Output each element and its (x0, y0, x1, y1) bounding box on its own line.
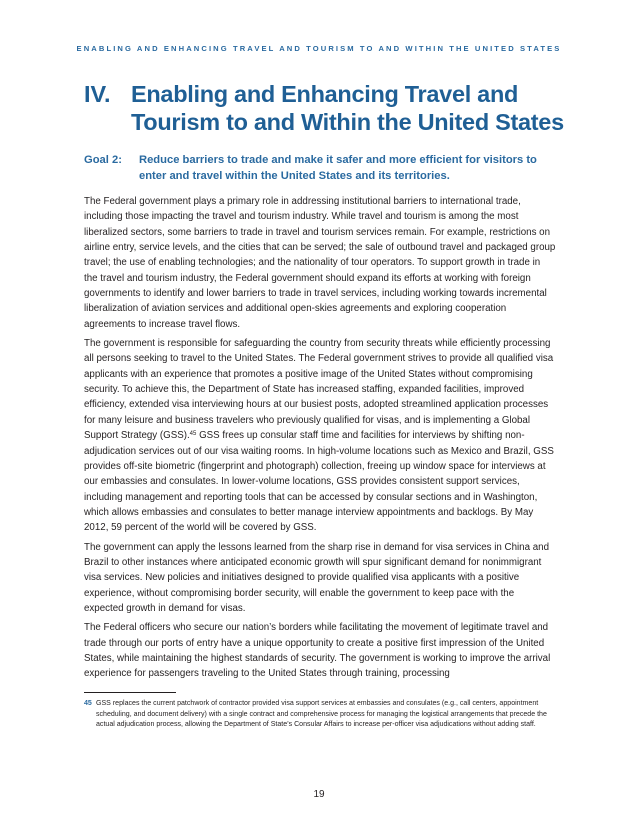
footnote (84, 699, 556, 731)
footnote-divider (84, 692, 176, 693)
running-head: ENABLING AND ENHANCING TRAVEL AND TOURISM TO AND WITHIN THE UNITED STATES (76, 44, 562, 53)
chapter-title: Enabling and Enhancing Travel and Tourism to and Within the United States (131, 81, 564, 135)
paragraph-visa-text-continued: GSS frees up consular staff time and facilities for interviews by shifting non-adjudication services out of our visa waiting rooms. In high-volume locations such as Mexico and Brazil, GSS provides off-site biometric (fingerprint and photograph) collection, freeing up window space for interviews at our embassies and consulates. In lower-volume locations, GSS provides consistent support services, including management and reporting tools that can be accessed by consular sections and in Washington, which allows embassies and consulates to better manage interview appointments and backlogs. By May 2012, 59 percent of the world will be covered by GSS. (84, 430, 554, 534)
chapter-number: IV. (84, 81, 111, 107)
paragraph-visa-text: The government is responsible for safeguarding the country from security threats while efficiently processing all persons seeking to travel to the United States. The Federal government strives to provide all qualified visa applicants with an experience that promotes a positive image of the United States without compromising security. To achieve this, the Department of State has increased staffing, expanded facilities, improved efficiency, extended visa interviewing hours at our busiest posts, adopted streamlined application processes for many leisure and business travelers who previously qualified for visas, and is implementing a Global Support Strategy (GSS). (84, 338, 554, 442)
paragraph-trade-barriers: The Federal government plays a primary role in addressing institutional barriers to international trade, including those impacting the travel and tourism industry. While travel and tourism is among the most liberalized sectors, some barriers to trade in travel and tourism services remain. For example, restrictions on airline entry, service levels, and the cities that can be served; the sale of outbound travel and packaged group travel; the use of enabling technologies; and the nationality of tour operators. To support growth in trade in the travel and tourism industry, the Federal government should expand its efforts at working with foreign governments to identify and lower barriers to trade in travel services, including working towards incremental liberalization of aviation services and additional open-skies agreements and exploring cooperation agreements to increase travel flows. (84, 196, 556, 330)
footnote-text: GSS replaces the current patchwork of contractor provided visa support services at embassies and consulates (e.g., call centers, appointment scheduling, and document delivery) with a single contract and comprehensive process for managing the logistical arrangements that precede the actual adjudication process, allowing the Department of State’s Consular Affairs to increase per-officer visa adjudications without adding staff. (96, 700, 547, 729)
goal-heading (84, 153, 564, 184)
chapter-heading (84, 80, 564, 136)
footnote-reference[interactable]: 45 (189, 431, 197, 438)
goal-label: Goal 2: (84, 154, 122, 166)
page-number: 19 (313, 789, 325, 800)
goal-text: Reduce barriers to trade and make it safer and more efficient for visitors to enter and travel within the United States and its territories. (139, 154, 537, 182)
paragraph-visa-processing (84, 336, 556, 535)
body-text (84, 194, 556, 686)
paragraph-border-officers: The Federal officers who secure our nation’s borders while facilitating the movement of legitimate travel and trade through our ports of entry have a unique opportunity to create a positive first impression of the United States, while maintaining the highest standards of security. The government is working to improve the arrival experience for passengers traveling to the United States through training, processing (84, 622, 551, 680)
footnote-number: 45 (84, 700, 92, 707)
paragraph-visa-demand: The government can apply the lessons learned from the sharp rise in demand for visa services in China and Brazil to other instances where anticipated economic growth will spur significant demand for nonimmigrant visa services. New policies and initiatives designed to provide qualified visa applicants with a positive experience, without compromising border security, will enable the government to keep pace with the expected growth in demand for visas. (84, 541, 549, 614)
